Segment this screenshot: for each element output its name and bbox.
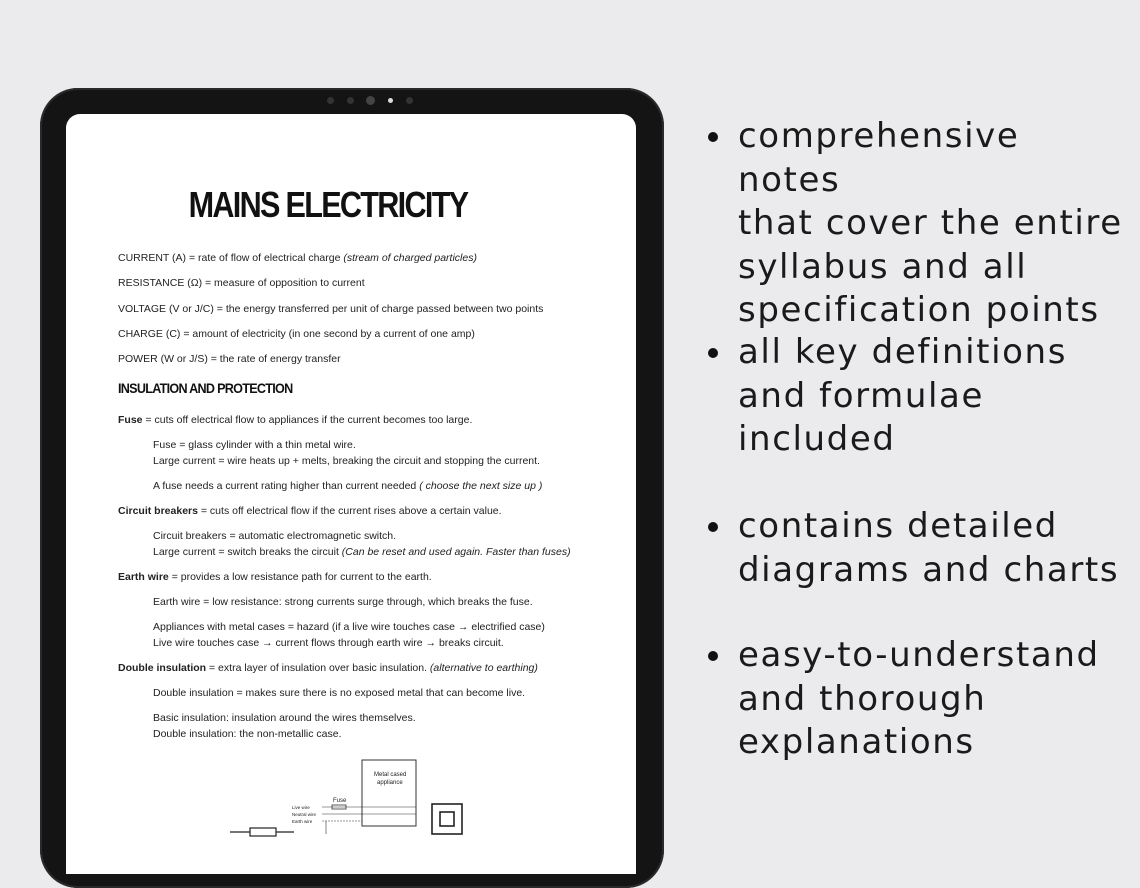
feature-text: contains detailed diagrams and charts xyxy=(738,506,1120,590)
double-insulation-detail: Double insulation: the non-metallic case. xyxy=(153,728,342,740)
bullet-icon xyxy=(708,651,718,661)
tablet-screen xyxy=(66,114,636,874)
double-insulation-symbol-inner xyxy=(440,812,454,826)
sensor-icon xyxy=(347,97,354,104)
appliance-label: appliance xyxy=(377,780,403,786)
fuse-label: Fuse xyxy=(333,798,347,804)
fuse-detail: A fuse needs a current rating higher than current needed ( choose the next size up ) xyxy=(153,480,543,492)
earth-wire-label: Earth wire xyxy=(292,819,313,824)
bullet-icon xyxy=(708,132,718,142)
definition-voltage: VOLTAGE (V or J/C) = the energy transferred per unit of charge passed between two points xyxy=(118,303,544,315)
indicator-icon xyxy=(388,98,393,103)
feature-text: easy-to-understand and thorough explanations xyxy=(738,635,1100,762)
earth-detail: Appliances with metal cases = hazard (if a live wire touches case → electrified case) xyxy=(153,621,545,633)
feature-text: comprehensive notes that cover the entire syllabus and all specification points xyxy=(738,116,1123,330)
appliance-label: Metal cased xyxy=(374,772,407,778)
live-wire-label: Live wire xyxy=(292,805,310,810)
breaker-detail: Large current = switch breaks the circuit (Can be reset and used again. Faster than fuses) xyxy=(153,546,571,558)
definition-power: POWER (W or J/S) = the rate of energy transfer xyxy=(118,353,341,365)
fuse-detail: Large current = wire heats up + melts, breaking the circuit and stopping the current. xyxy=(153,455,540,467)
earth-detail: Earth wire = low resistance: strong currents surge through, which breaks the fuse. xyxy=(153,596,533,608)
page-title: MAINS ELECTRICITY xyxy=(188,184,468,225)
breaker-definition: Circuit breakers = cuts off electrical flow if the current rises above a certain value. xyxy=(118,505,502,517)
double-insulation-detail: Basic insulation: insulation around the wires themselves. xyxy=(153,712,416,724)
camera-icon xyxy=(366,96,375,105)
sensor-icon xyxy=(406,97,413,104)
bullet-icon xyxy=(708,522,718,532)
earth-detail: Live wire touches case → current flows through earth wire → breaks circuit. xyxy=(153,637,504,649)
double-insulation-detail: Double insulation = makes sure there is no exposed metal that can become live. xyxy=(153,687,526,699)
definition-current: CURRENT (A) = rate of flow of electrical charge (stream of charged particles) xyxy=(118,252,477,264)
feature-text: all key definitions and formulae included xyxy=(738,332,1068,459)
tablet-frame xyxy=(40,88,664,888)
fuse-definition: Fuse = cuts off electrical flow to appliances if the current becomes too large. xyxy=(118,414,473,426)
fuse-detail: Fuse = glass cylinder with a thin metal wire. xyxy=(153,439,356,451)
breaker-detail: Circuit breakers = automatic electromagnetic switch. xyxy=(153,530,397,542)
fuse-circuit-symbol xyxy=(250,828,276,836)
definition-charge: CHARGE (C) = amount of electricity (in one second by a current of one amp) xyxy=(118,328,475,340)
double-insulation-definition: Double insulation = extra layer of insulation over basic insulation. (alternative to earthing) xyxy=(118,662,538,674)
appliance-box xyxy=(362,760,416,826)
camera-bar xyxy=(327,96,417,106)
bullet-icon xyxy=(708,348,718,358)
sensor-icon xyxy=(327,97,334,104)
neutral-wire-label: Neutral wire xyxy=(292,812,317,817)
definition-resistance: RESISTANCE (Ω) = measure of opposition to current xyxy=(118,277,365,289)
double-insulation-symbol xyxy=(432,804,462,834)
section-heading: INSULATION AND PROTECTION xyxy=(118,380,293,396)
earth-definition: Earth wire = provides a low resistance path for current to the earth. xyxy=(118,571,432,583)
circuit-diagram xyxy=(226,754,486,839)
